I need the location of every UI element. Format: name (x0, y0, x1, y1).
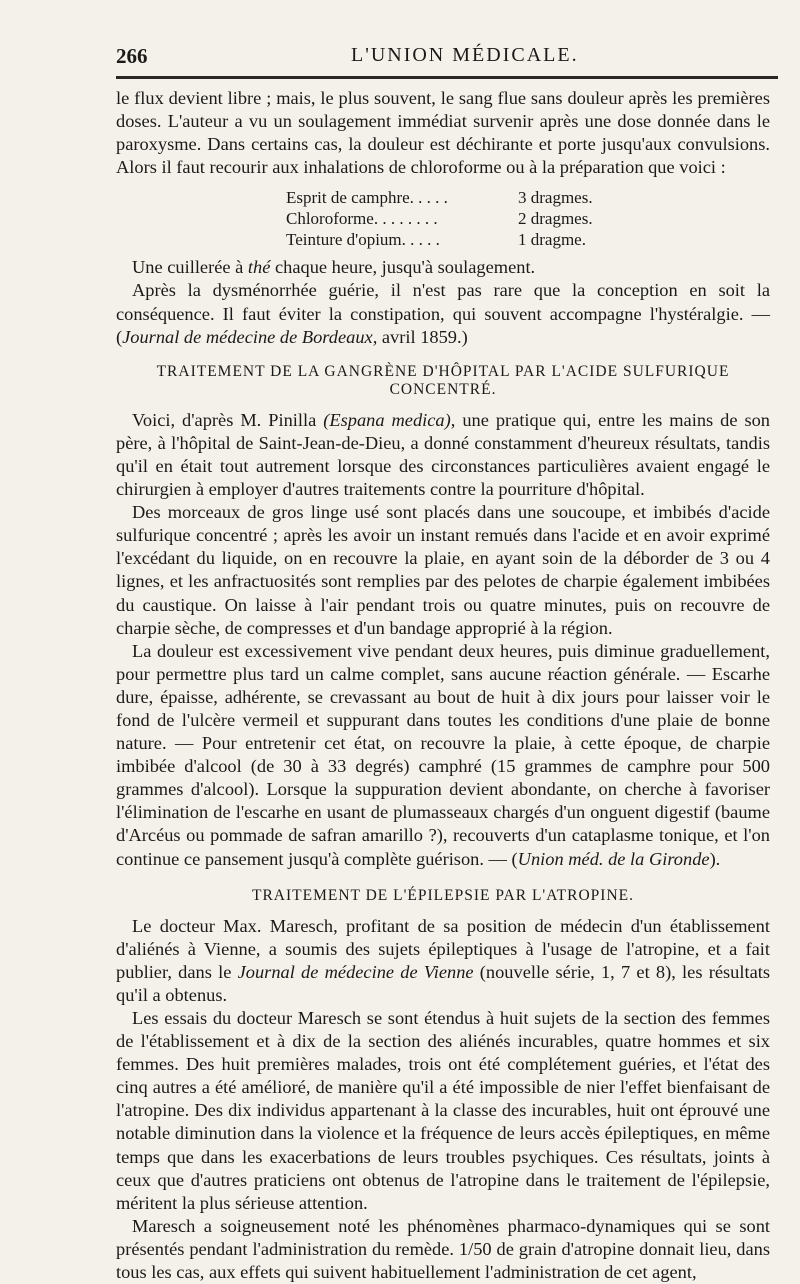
epilepsy-paragraph-1 (116, 915, 770, 1007)
journal-citation: Journal de médecine de Vienne (237, 961, 474, 982)
epilepsy-paragraph-2: Les essais du docteur Maresch se sont étendus à huit sujets de la section des femmes de l'établissement et à dix de la section des aliénés incurables, quatre hommes et six femmes. Des huit premières malades, trois ont été complétement guéries, et l'état des cinq autres a été amélioré, de manière qu'il a été impossible de nier l'effet bienfaisant de l'atropine. Des dix individus appartenant à la classe des incurables, huit ont éprouvé une notable diminution dans la violence et la fréquence de leurs accès épileptiques, en même temps que dans les exacerbations de leurs troubles psychiques. Ces résultats, joints à ceux que d'autres praticiens ont obtenus de l'atropine dans le traitement de l'épilepsie, méritent la plus sérieuse attention. (116, 1008, 770, 1213)
intro-paragraph: le flux devient libre ; mais, le plus souvent, le sang flue sans douleur après les premières doses. L'auteur a vu un soulagement immédiat survenir après une dose donnée dans le paroxysme. Dans certains cas, la douleur est déchirante et porte jusqu'aux convulsions. Alors il faut recourir aux inhalations de chloroforme ou à la préparation que voici : (116, 88, 770, 178)
epilepsy-paragraph-3: Maresch a soigneusement noté les phénomènes pharmaco-dynamiques qui se sont présentés pendant l'administration du remède. 1/50 de grain d'atropine donnait lieu, dans tous les cas, aux effets qui suivent habituellement l'administration de cet agent, (116, 1215, 770, 1283)
journal-citation: Union méd. de la Gironde (517, 848, 710, 869)
paragraph-text: ). (709, 848, 721, 869)
dosage-italic: thé (247, 257, 271, 278)
formula-row (286, 229, 770, 250)
paragraph-text: Le docteur Max. Maresch, profitant de sa position de médecin d'un établissement d'aliénés à Vienne, a soumis des sujets épileptiques à l'usage de l'atropine, et a fait publier, dans le (116, 915, 770, 982)
formula-dose: 2 dragmes. (518, 209, 593, 229)
dysmenorrhea-paragraph (116, 279, 770, 348)
citation-date: avril 1859.) (377, 326, 468, 347)
formula-row (286, 187, 770, 208)
formula-dose: 3 dragmes. (518, 188, 593, 208)
paragraph-text: , une pratique qui, entre les mains de son père, à l'hôpital de Saint-Jean-de-Dieu, a donné constamment d'heureux résultats, tandis qu'il en était tout autrement lorsque des circonstances particulières avaient engagé le chirurgien à employer d'autres traitements contre la pourriture d'hôpital. (116, 409, 771, 500)
dosage-paragraph (116, 256, 770, 279)
formula-ingredient: Esprit de camphre. . . . . (286, 188, 448, 208)
gangrene-paragraph-3 (116, 640, 770, 871)
journal-citation: Journal de médecine de Bordeaux, (122, 326, 378, 347)
dosage-text: chaque heure, jusqu'à soulagement. (270, 257, 536, 278)
page-number: 266 (116, 44, 148, 68)
section-heading-gangrene: TRAITEMENT DE LA GANGRÈNE D'HÔPITAL PAR L'ACIDE SULFURIQUE CONCENTRÉ. (156, 362, 730, 398)
gangrene-paragraph-1 (116, 409, 770, 501)
section-heading-epilepsy: TRAITEMENT DE L'ÉPILEPSIE PAR L'ATROPINE. (252, 886, 634, 904)
paragraph-text: La douleur est excessivement vive pendant deux heures, puis diminue graduellement, pour permettre plus tard un calme complet, sans aucune réaction générale. — Escarhe dure, épaisse, adhérente, se crevassant au bout de huit à dix jours pour laisser voir le fond de l'ulcère vermeil et suppurant dans toutes les conditions d'une plaie de bonne nature. — Pour entretenir cet état, on recouvre la plaie, à cette époque, de charpie imbibée d'alcool (de 30 à 33 degrés) camphré (15 grammes de camphre pour 500 grammes d'alcool). Lorsque la suppuration devient abondante, on cherche à favoriser l'élimination de l'escarhe en usant de plumasseaux chargés d'un onguent digestif (baume d'Arcéus ou pommade de safran amarillo ?), recouverts d'un cataplasme tonique, et l'on continue ce pansement jusqu'à complète guérison. — ( (116, 640, 770, 869)
paragraph-text: Voici, d'après M. Pinilla (132, 409, 324, 430)
paragraph-text: (nouvelle série, 1, 7 et 8), les résultats qu'il a obtenus. (116, 961, 770, 1005)
journal-citation: (Espana medica) (323, 409, 451, 430)
dysmenorrhea-text: Après la dysménorrhée guérie, il n'est pas rare que la conception en soit la conséquence. Il faut éviter la constipation, qui souvent accompagne l'hystéralgie. — ( (116, 280, 770, 347)
formula-ingredient: Chloroforme. . . . . . . . (286, 209, 438, 229)
formula-table (286, 187, 770, 250)
formula-row (286, 208, 770, 229)
header-rule (116, 76, 778, 79)
dosage-text: Une cuillerée à (132, 257, 248, 278)
running-title: L'UNION MÉDICALE. (351, 44, 579, 66)
page-header (116, 44, 770, 76)
gangrene-paragraph-2: Des morceaux de gros linge usé sont placés dans une soucoupe, et imbibés d'acide sulfurique concentré ; après les avoir un instant remués dans l'acide et en avoir exprimé l'excédant du liquide, on en recouvre la plaie, en ayant soin de la déborder de 3 ou 4 lignes, et les anfractuosités sont remplies par des pelotes de charpie également imbibées du caustique. On laisse à l'air pendant trois ou quatre minutes, puis on recouvre de charpie sèche, de compresses et d'un bandage approprié à la région. (116, 502, 770, 638)
formula-ingredient: Teinture d'opium. . . . . (286, 230, 440, 250)
formula-dose: 1 dragme. (518, 230, 586, 250)
